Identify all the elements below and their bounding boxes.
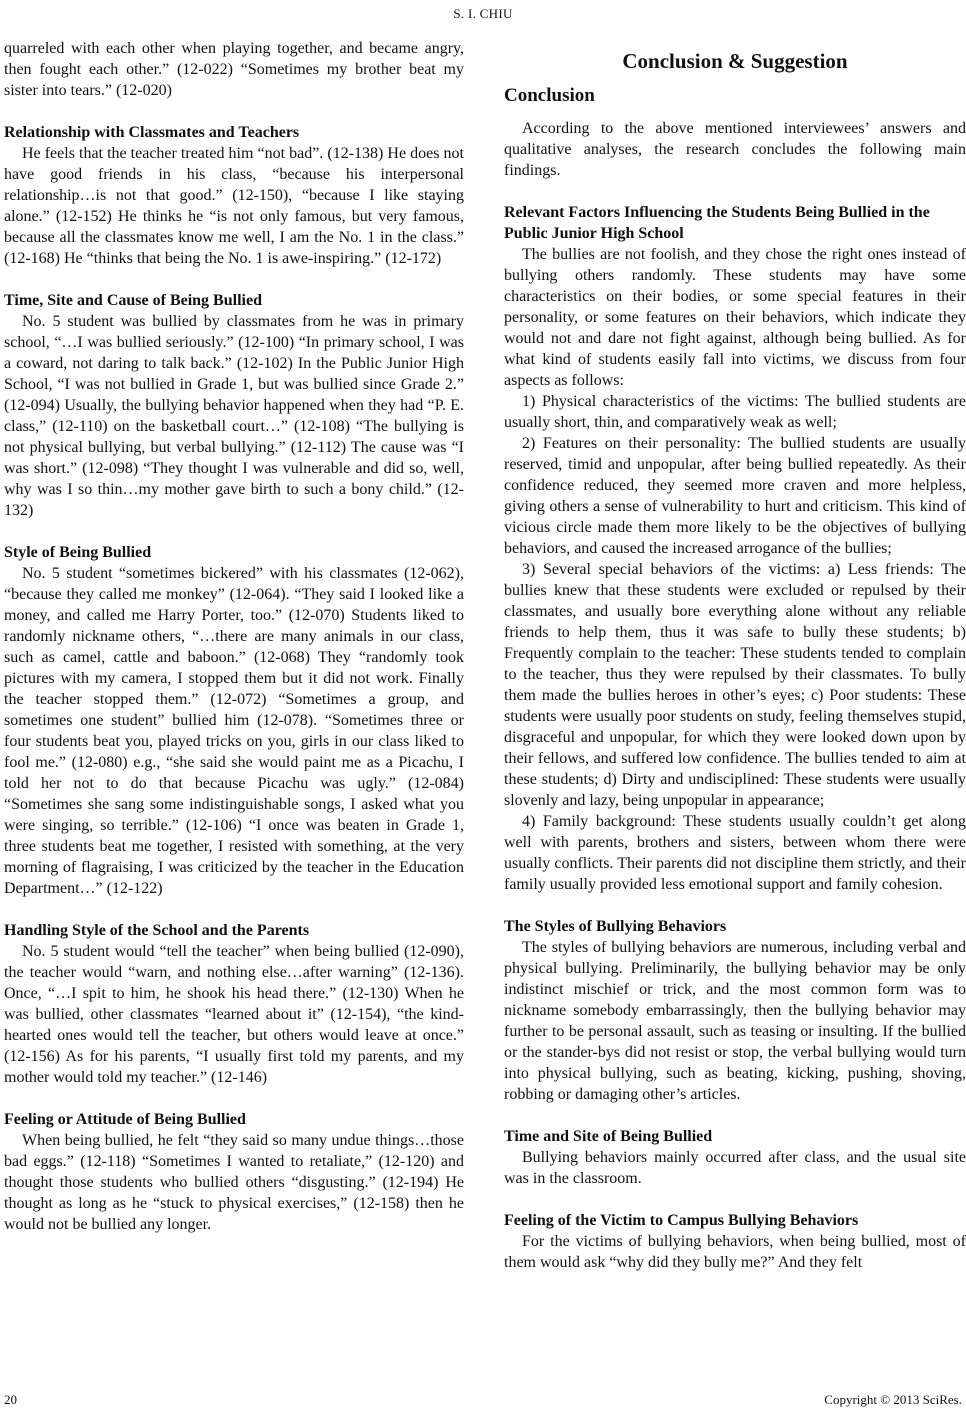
paragraph: No. 5 student “sometimes bickered” with his classmates (12-062), “because they called me monkey” (12-064). “They said I looked like a money, and called me Harry Porter, too.” (12-070) Students liked to randomly nickname others, “…there are many animals in our class, such as camel, cattle and baboon.” (12-068) They “randomly took pictures with my camera, I stopped them but it did not work. Finally the teacher stopped them.” (12-072) “Sometimes a group, and sometimes one student” bullied him (12-078). “Sometimes three or four students beat you, played tricks on you, girls in our class liked to fool me.” (12-080) e.g., “she said she would paint me as a Picachu, I told her not to do that because Picachu was ugly.” (12-084) “Sometimes she sang some indistinguishable songs, I asked what you were singing, so terrible.” (12-106) “I once was beaten in Grade 1, three students beat me together, I resisted with something, at the very morning of flagraising, I was criticized by the teacher in the Education Department…” (12-122) bbox=[4, 565, 464, 897]
paragraph: quarreled with each other when playing together, and became angry, then fought each other.” (12-022) “Sometimes my brother beat my sister into tears.” (12-020) bbox=[4, 40, 464, 99]
paragraph: The bullies are not foolish, and they chose the right ones instead of bullying others randomly. These students may have some characteristics on their bodies, or some special features in their personality, or some features on their behaviors, which indicate they would not and dare not fight against, although being bullied. As for what kind of students easily fall into victims, we discuss from four aspects as follows: bbox=[504, 246, 966, 389]
right-column bbox=[504, 38, 966, 1273]
section-heading: Feeling of the Victim to Campus Bullying Behaviors bbox=[504, 1212, 859, 1229]
paragraph: No. 5 student would “tell the teacher” when being bullied (12-090), the teacher would “warn, and nothing else…after warning” (12-136). Once, “…I spit to him, he shook his head there.” (12-130) When he was bullied, other classmates “learned about it” (12-154), “the kind-hearted ones would tell the teacher, but others would leave at once.” (12-156) As for his parents, “I usually first told my parents, and my mother would told my teacher.” (12-146) bbox=[4, 943, 464, 1086]
running-head: S. I. CHIU bbox=[453, 6, 513, 21]
section-heading: Time and Site of Being Bullied bbox=[504, 1128, 713, 1145]
left-column bbox=[4, 38, 464, 1235]
section-heading: Relevant Factors Influencing the Students Being Bullied in the Public Junior High School bbox=[504, 204, 930, 242]
paragraph: For the victims of bullying behaviors, when being bullied, most of them would ask “why did they bully me?” And they felt bbox=[504, 1233, 966, 1271]
paragraph: When being bullied, he felt “they said so many undue things…those bad eggs.” (12-118) “Sometimes I wanted to retaliate,” (12-120) and thought those students who bullied others “disgusting.” (12-194) He thought as long as he “stuck to physical exercises,” (12-158) then he would not be bullied any longer. bbox=[4, 1132, 464, 1233]
section-heading: Time, Site and Cause of Being Bullied bbox=[4, 292, 262, 309]
paragraph: 2) Features on their personality: The bullied students are usually reserved, timid and unpopular, after being bullied repeatedly. As their confidence reduced, they seemed more craven and more helpless, giving others a sense of vulnerability to hurt and criticism. This kind of vicious circle made them more likely to be the objectives of bullying behaviors, and caused the increased arrogance of the bullies; bbox=[504, 435, 966, 557]
section-heading: The Styles of Bullying Behaviors bbox=[504, 918, 727, 935]
paragraph: He feels that the teacher treated him “not bad”. (12-138) He does not have good friends in his class, “because his interpersonal relationship…is not that good.” (12-150), “because I like staying alone.” (12-152) He thinks he “is not only famous, but very famous, because all the classmates know me well, I am the No. 1 in the class.” (12-168) He “thinks that being the No. 1 is awe-inspiring.” (12-172) bbox=[4, 145, 464, 267]
paragraph: According to the above mentioned interviewees’ answers and qualitative analyses, the research concludes the following main findings. bbox=[504, 120, 966, 179]
paragraph: Bullying behaviors mainly occurred after class, and the usual site was in the classroom. bbox=[504, 1149, 966, 1187]
section-heading: Relationship with Classmates and Teachers bbox=[4, 124, 300, 141]
paragraph: 3) Several special behaviors of the victims: a) Less friends: The bullies knew that these students were excluded or repulsed by their classmates, and usually bore everything alone without any reliable friends to help them, thus it was safe to bully these students; b) Frequently complain to the teacher: These students tended to complain to the teacher, thus they were repulsed by their classmates. To bully them made the bullies heroes in other’s eyes; c) Poor students: These students were usually poor students on study, feeling themselves stupid, disgraceful and unpopular, for which they were looked down upon by their fellows, and suffered low confidence. The bullies tended to aim at these students; d) Dirty and undisciplined: These students were usually slovenly and lazy, being unpopular in appearance; bbox=[504, 561, 966, 809]
copyright-notice: Copyright © 2013 SciRes. bbox=[824, 1392, 962, 1407]
sub-heading: Conclusion bbox=[504, 85, 595, 106]
paragraph: 4) Family background: These students usually couldn’t get along well with parents, brothers and sisters, between whom there were usually conflicts. Their parents did not discipline them strictly, and their family usually provided less emotional support and family cohesion. bbox=[504, 813, 966, 893]
section-heading: Feeling or Attitude of Being Bullied bbox=[4, 1111, 246, 1128]
page-number: 20 bbox=[4, 1392, 17, 1407]
section-heading: Handling Style of the School and the Parents bbox=[4, 922, 310, 939]
paragraph: The styles of bullying behaviors are numerous, including verbal and physical bullying. Preliminarily, the bullying behavior may be only indistinct mischief or trick, and the most common form was to nickname somebody embarrassingly, then the bullying behavior may further to be personal assault, such as teasing or insulting. If the bullied or the stander-bys did not resist or stop, the verbal bullying would turn into physical bullying, such as beating, kicking, pushing, shoving, robbing or damaging other’s articles. bbox=[504, 939, 966, 1103]
paragraph: No. 5 student was bullied by classmates from he was in primary school, “…I was bullied seriously.” (12-100) “In primary school, I was a coward, not daring to talk back.” (12-102) In the Public Junior High School, “I was not bullied in Grade 1, but was bullied since Grade 2.” (12-094) Usually, the bullying behavior happened when they had “P. E. class,” (12-110) on the basketball court…” (12-108) “The bullying is not physical bullying, but verbal bullying.” (12-112) The cause was “I was short.” (12-098) “They thought I was vulnerable and did so, well, why was I so thin…my mother gave birth to such a bony child.” (12-132) bbox=[4, 313, 464, 519]
section-heading: Style of Being Bullied bbox=[4, 544, 152, 561]
paragraph: 1) Physical characteristics of the victims: The bullied students are usually short, thin, and comparatively weak as well; bbox=[504, 393, 966, 431]
main-heading: Conclusion & Suggestion bbox=[622, 49, 848, 73]
